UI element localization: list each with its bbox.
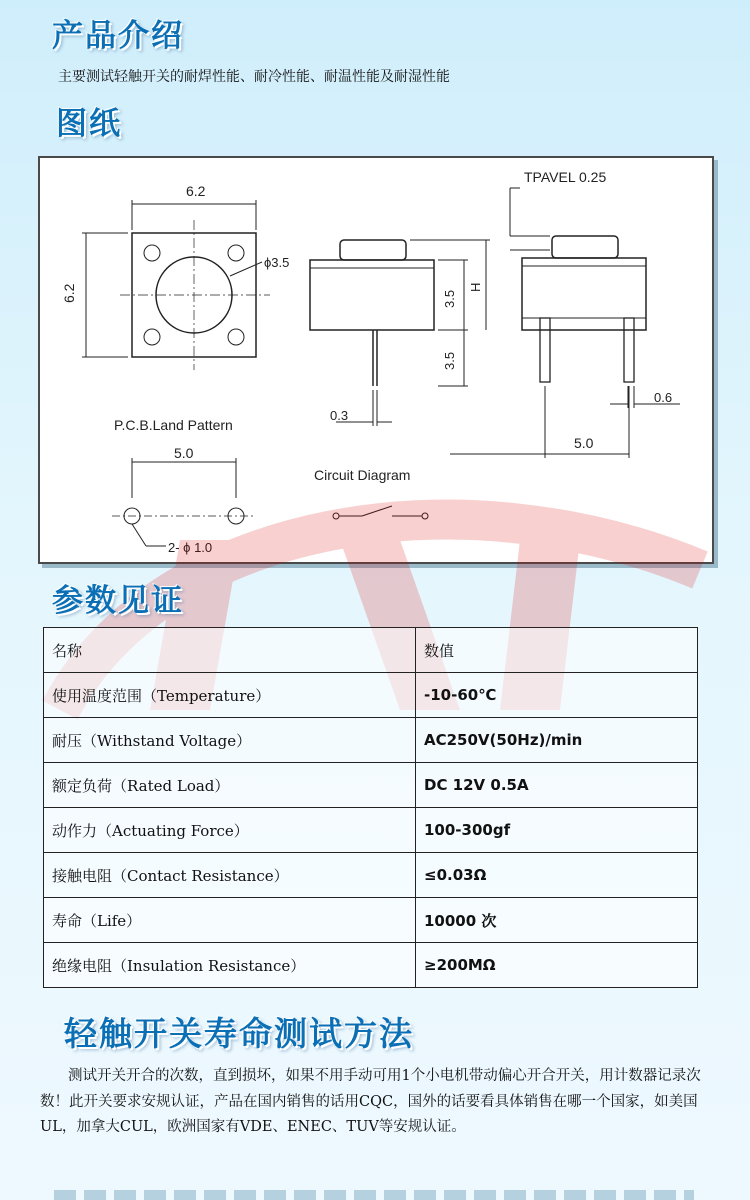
spec-name: 使用温度范围（Temperature） (44, 673, 416, 718)
spec-value: ≤0.03Ω (416, 853, 698, 898)
dim-button-label: ϕ3.5 (264, 255, 290, 270)
dim-height-label: 6.2 (61, 283, 77, 303)
corner-hole (228, 329, 244, 345)
dim-tpavel-label: TPAVEL 0.25 (524, 169, 607, 185)
intro-text: 主要测试轻触开关的耐焊性能、耐冷性能、耐温性能及耐湿性能 (58, 69, 450, 85)
life-test-text: 测试开关开合的次数，直到损坏，如果不用手动可用1个小电机带动偏心开合开关，用计数器记录次数！此开关要求安规认证，产品在国内销售的话用CQC，国外的话要看具体销售在哪一个国家，如美国UL，加拿大CUL，欧洲国家有VDE、ENEC、TUV等安规认证。 (40, 1068, 701, 1135)
spec-table (43, 627, 698, 988)
spec-name: 绝缘电阻（Insulation Resistance） (44, 943, 416, 988)
life-test-heading: 轻触开关寿命测试方法 (64, 1014, 414, 1053)
params-heading: 参数见证 (52, 583, 184, 619)
intro-heading: 产品介绍 (52, 18, 184, 54)
spec-value: 10000 次 (416, 898, 698, 943)
spec-name: 接触电阻（Contact Resistance） (44, 853, 416, 898)
spec-name: 寿命（Life） (44, 898, 416, 943)
dim-h2-label: 3.5 (442, 351, 457, 370)
table-header-name: 名称 (44, 628, 416, 673)
spec-value: ≥200MΩ (416, 943, 698, 988)
front-view-cap (552, 236, 618, 258)
dim-H-label: H (468, 282, 483, 292)
spec-name: 额定负荷（Rated Load） (44, 763, 416, 808)
table-row (44, 853, 698, 898)
circuit-label: Circuit Diagram (314, 467, 411, 483)
technical-drawing (40, 158, 712, 562)
pcb-hole-label: 2- ϕ 1.0 (168, 540, 213, 555)
table-row (44, 808, 698, 853)
side-view-cap (340, 240, 406, 260)
side-view-body (310, 260, 434, 330)
spec-name: 动作力（Actuating Force） (44, 808, 416, 853)
pcb-label: P.C.B.Land Pattern (114, 417, 233, 433)
table-row (44, 898, 698, 943)
table-header-row (44, 628, 698, 673)
corner-hole (228, 245, 244, 261)
dim-h1-label: 3.5 (442, 289, 457, 308)
spec-value: DC 12V 0.5A (416, 763, 698, 808)
drawing-panel (38, 156, 714, 564)
spec-value: AC250V(50Hz)/min (416, 718, 698, 763)
dim-pin2-label: 0.6 (654, 390, 673, 405)
spec-value: -10-60℃ (416, 673, 698, 718)
drawing-heading: 图纸 (56, 106, 122, 142)
bottom-decoration (54, 1190, 694, 1200)
dim-width-label: 6.2 (186, 183, 206, 199)
table-header-value: 数值 (416, 628, 698, 673)
table-row (44, 763, 698, 808)
corner-hole (144, 245, 160, 261)
spec-value: 100-300gf (416, 808, 698, 853)
switch-symbol (362, 506, 392, 516)
table-row (44, 943, 698, 988)
dim-pin-label: 0.3 (330, 408, 349, 423)
table-row (44, 718, 698, 763)
corner-hole (144, 329, 160, 345)
spec-name: 耐压（Withstand Voltage） (44, 718, 416, 763)
pcb-pitch-label: 5.0 (174, 445, 194, 461)
dim-pitch-label: 5.0 (574, 435, 594, 451)
table-row (44, 673, 698, 718)
